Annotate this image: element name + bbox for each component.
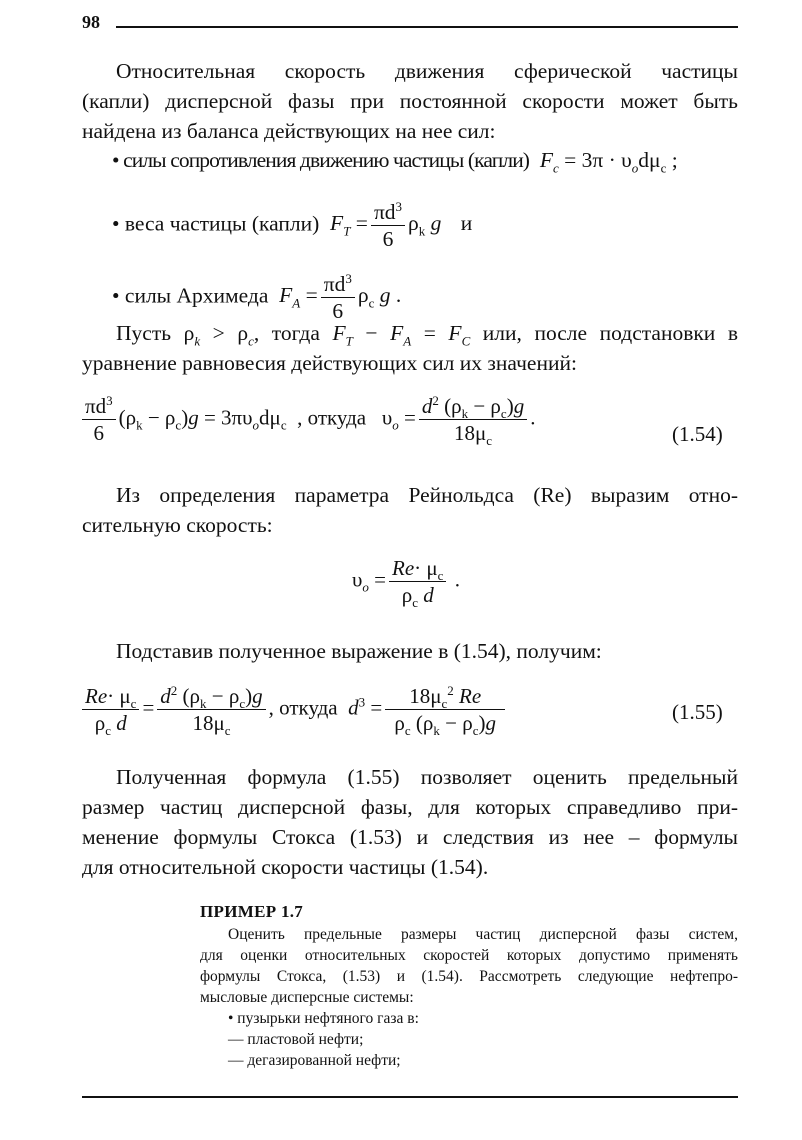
condition-after: или, после подстановки в <box>482 321 739 345</box>
conclusion-line-3: менение формулы Стокса (1.53) и следствия из нее – формулы <box>82 825 738 849</box>
drag-force-formula: $F_c = 3\pi \cdot \upsilon_od\mu_c$ ; <box>539 148 678 176</box>
equation-number-1-55: (1.55) <box>672 700 723 724</box>
conclusion-line-4: для относительной скорости частицы (1.54). <box>82 855 489 879</box>
weight-formula: $F_T$ = $\frac{\pi d^3}{6}$ $\rho_k$ g <box>330 198 442 251</box>
reynolds-paragraph <box>82 480 738 540</box>
substituted-paragraph <box>82 636 738 666</box>
condition-paragraph <box>82 318 738 378</box>
eq155-whence: откуда <box>279 695 338 720</box>
header-rule <box>116 26 738 28</box>
bullet-weight <box>112 200 472 251</box>
weight-tail: и <box>460 211 473 236</box>
reynolds-line-1: Из определения параметра Рейнольдса (Re) выразим отно- <box>116 483 738 507</box>
condition-line-1 <box>82 318 738 348</box>
example-title: ПРИМЕР 1.7 <box>200 902 304 921</box>
condition-inequality: $\rho_k > \rho_c$ <box>183 321 254 349</box>
bullet-drag-force <box>112 146 678 174</box>
example-line-2: для оценки относительных скоростей которых допустимо применять <box>200 947 738 964</box>
page-number: 98 <box>82 12 100 32</box>
conclusion-paragraph <box>82 762 738 882</box>
condition-lead: Пусть <box>116 321 172 345</box>
bullet-archimedes <box>112 272 401 323</box>
archimedes-formula: $F_A$ = $\frac{\pi d^3}{6}$ $\rho_c$ g . <box>279 270 402 323</box>
intro-paragraph <box>82 56 738 146</box>
footer-rule <box>82 1096 738 1098</box>
weight-label: • веса частицы (капли) <box>112 211 320 236</box>
condition-line-2: уравнение равновесия действующих сил их значений: <box>82 351 577 375</box>
reynolds-line-2: сительную скорость: <box>82 513 273 537</box>
substituted-text: Подставив полученное выражение в (1.54), получим: <box>116 639 602 663</box>
condition-balance: $F_T - F_A = F_C$ <box>332 321 471 349</box>
example-item-gas-bubbles: • пузырьки нефтяного газа в: <box>228 1010 419 1027</box>
drag-force-label: • силы сопротивления движению частицы (капли) <box>112 148 530 172</box>
conclusion-line-2: размер частиц дисперсной фазы, для которых справедливо при- <box>82 795 738 819</box>
example-line-1: Оценить предельные размеры частиц дисперсной фазы систем, <box>228 926 738 943</box>
archimedes-label: • силы Архимеда <box>112 283 269 308</box>
example-line-4: мысловые дисперсные системы: <box>200 989 414 1006</box>
example-line-3: формулы Стокса, (1.53) и (1.54). Рассмотреть следующие нефтепро- <box>200 968 738 985</box>
velocity-formula: $\upsilon_o$ = $\frac{Re\cdot \mu_c}{\rho_c d}$ . <box>352 556 460 611</box>
equation-1-55: $\frac{Re\cdot \mu_c}{\rho_c d}$ = $\frac{d^2 (\rho_k - \rho_c)g}{18\mu_c}$ , откуда $d^3$ = $\frac{18\mu_c^2 Re}{\rho_c (\rho_k - \rho_c)g}$ <box>82 684 508 735</box>
conclusion-line-1: Полученная формула (1.55) позволяет оценить предельный <box>116 765 738 789</box>
condition-then: , тогда <box>253 321 320 345</box>
intro-line-1: Относительная скорость движения сферической частицы <box>116 59 738 83</box>
example-item-reservoir-oil: — пластовой нефти; <box>228 1031 364 1048</box>
eq154-whence: откуда <box>307 405 367 430</box>
intro-line-2: (капли) дисперсной фазы при постоянной скорости может быть <box>82 89 738 113</box>
example-text <box>200 924 738 1008</box>
equation-1-54: $\frac{\pi d^3}{6}$ $(\rho_k - \rho_c)g = 3\pi\upsilon_od\mu_c$ , откуда $\upsilon_o$ = $\frac{d^2 (\rho_k - \rho_c)g}{18\mu_c}$ . <box>82 394 535 445</box>
equation-number-1-54: (1.54) <box>672 422 723 446</box>
intro-line-3: найдена из баланса действующих на нее сил: <box>82 119 496 143</box>
example-item-degassed-oil: — дегазированной нефти; <box>228 1052 401 1069</box>
